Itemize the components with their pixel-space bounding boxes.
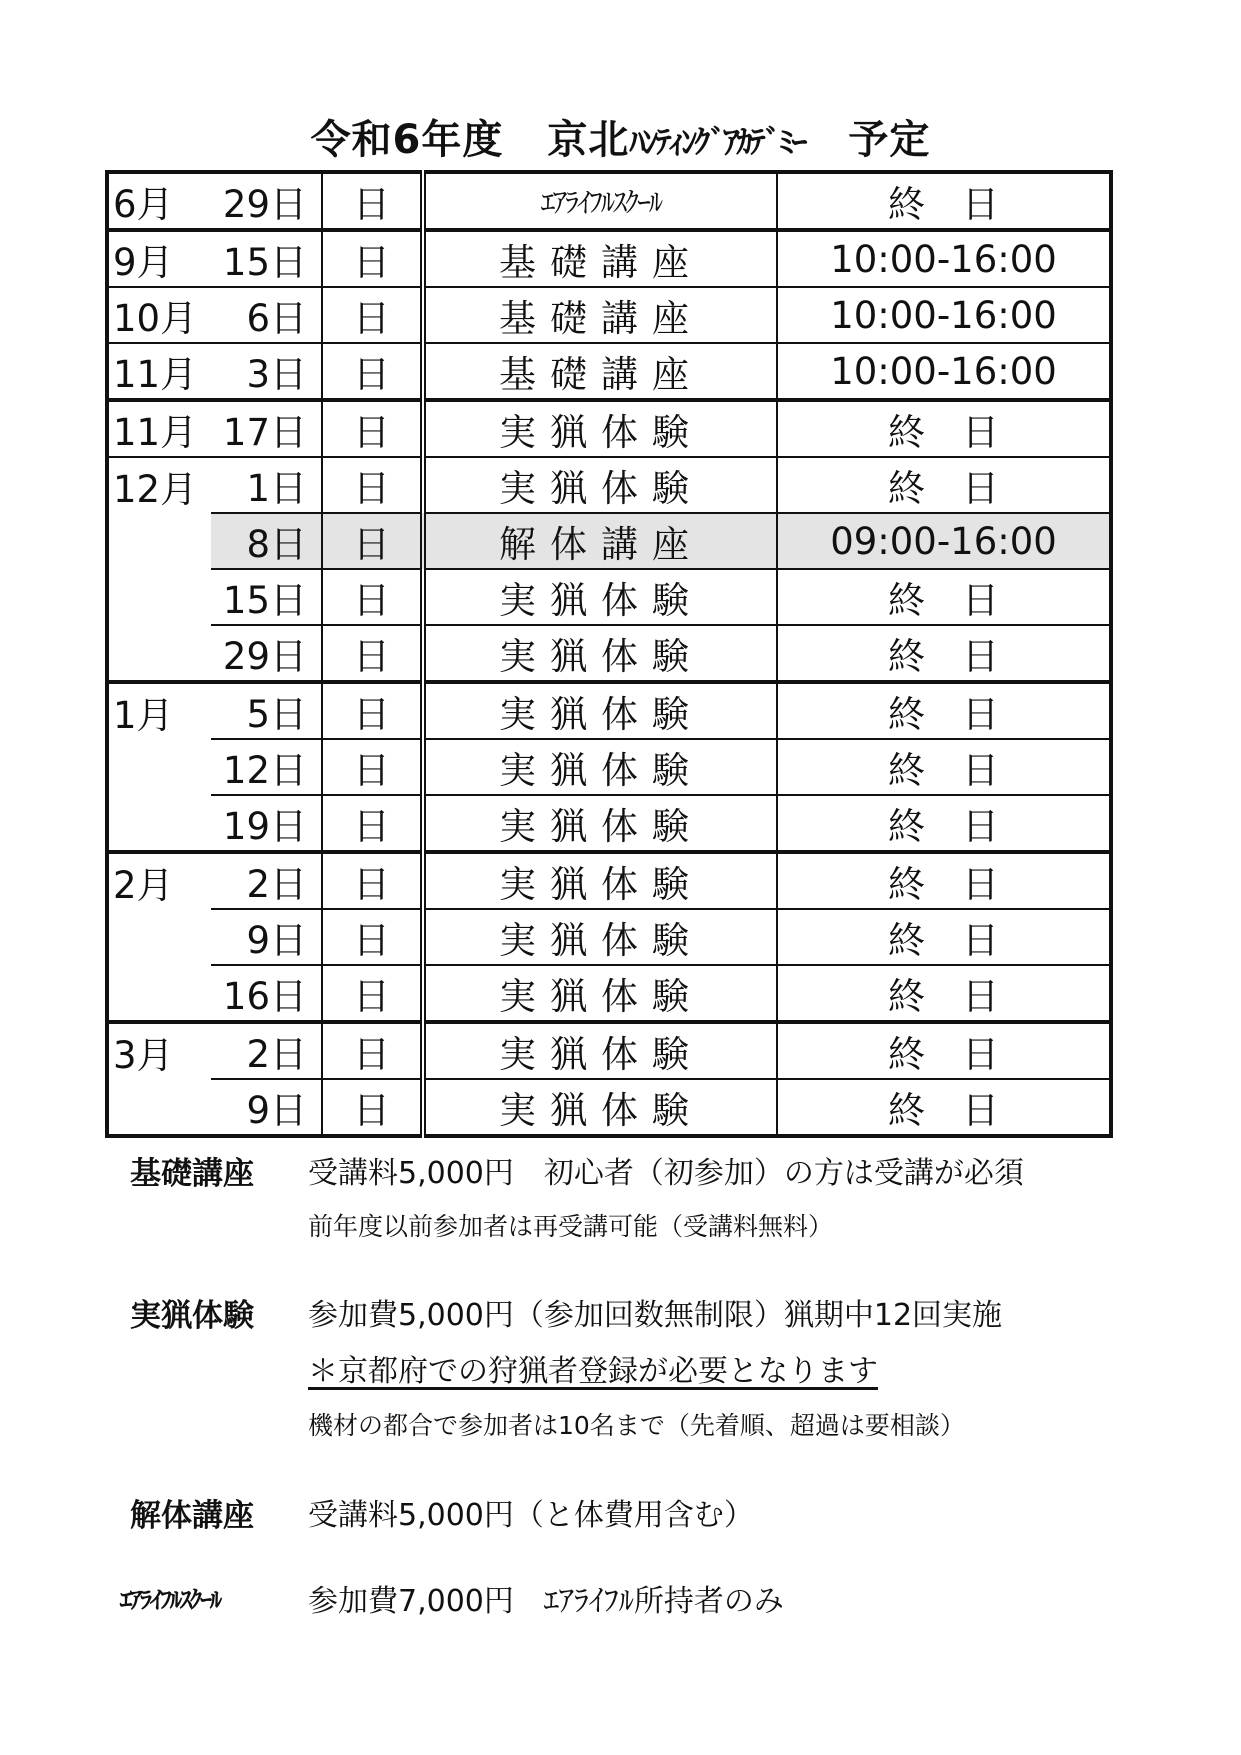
day-cell: 19日 xyxy=(211,795,322,852)
time-cell: 10:00-16:00 xyxy=(777,343,1111,400)
time-cell: 終 日 xyxy=(777,569,1111,625)
month-cell: 2月 xyxy=(107,852,211,909)
weekday-cell: 日 xyxy=(322,343,423,400)
table-row xyxy=(107,852,1111,909)
day-cell: 9日 xyxy=(211,1079,322,1136)
table-row xyxy=(107,230,1111,287)
event-cell: 解体講座 xyxy=(423,513,777,569)
weekday-cell: 日 xyxy=(322,909,423,965)
weekday-cell: 日 xyxy=(322,682,423,739)
month-cell: 11月 xyxy=(107,400,211,457)
event-cell: 実猟体験 xyxy=(423,682,777,739)
event-cell: 実猟体験 xyxy=(423,457,777,513)
time-cell: 終 日 xyxy=(777,625,1111,682)
event-cell: 実猟体験 xyxy=(423,1079,777,1136)
title-academy: ﾊﾝﾃｨﾝｸﾞｱｶﾃﾞﾐｰ xyxy=(629,123,805,161)
month-cell xyxy=(107,909,211,965)
month-cell xyxy=(107,625,211,682)
table-row xyxy=(107,513,1111,569)
weekday-cell: 日 xyxy=(322,230,423,287)
event-cell: 基礎講座 xyxy=(423,343,777,400)
event-cell: 実猟体験 xyxy=(423,739,777,795)
note-air-line1: 参加費7,000円 ｴｱﾗｲﾌﾙ所持者のみ xyxy=(308,1584,784,1619)
page-title xyxy=(0,108,1241,165)
month-cell: 9月 xyxy=(107,230,211,287)
month-cell xyxy=(107,795,211,852)
month-cell: 11月 xyxy=(107,343,211,400)
table-row xyxy=(107,739,1111,795)
table-row xyxy=(107,1022,1111,1079)
month-cell xyxy=(107,739,211,795)
note-label-kiso: 基礎講座 xyxy=(130,1156,254,1192)
event-cell: 基礎講座 xyxy=(423,230,777,287)
weekday-cell: 日 xyxy=(322,457,423,513)
weekday-cell: 日 xyxy=(322,795,423,852)
table-row xyxy=(107,625,1111,682)
note-kiso-line2: 前年度以前参加者は再受講可能（受講料無料） xyxy=(308,1212,834,1241)
month-cell xyxy=(107,569,211,625)
time-cell: 終 日 xyxy=(777,739,1111,795)
month-cell xyxy=(107,513,211,569)
day-cell: 5日 xyxy=(211,682,322,739)
event-cell: 基礎講座 xyxy=(423,287,777,343)
day-cell: 29日 xyxy=(211,625,322,682)
event-cell: 実猟体験 xyxy=(423,852,777,909)
note-label-kaitai: 解体講座 xyxy=(130,1498,254,1534)
table-row xyxy=(107,287,1111,343)
time-cell: 終 日 xyxy=(777,400,1111,457)
time-cell: 終 日 xyxy=(777,457,1111,513)
weekday-cell: 日 xyxy=(322,852,423,909)
event-cell: 実猟体験 xyxy=(423,569,777,625)
weekday-cell: 日 xyxy=(322,625,423,682)
event-cell: 実猟体験 xyxy=(423,625,777,682)
event-cell: 実猟体験 xyxy=(423,965,777,1022)
event-cell: 実猟体験 xyxy=(423,795,777,852)
time-cell: 終 日 xyxy=(777,172,1111,230)
day-cell: 2日 xyxy=(211,852,322,909)
weekday-cell: 日 xyxy=(322,287,423,343)
day-cell: 1日 xyxy=(211,457,322,513)
table-row xyxy=(107,400,1111,457)
weekday-cell: 日 xyxy=(322,965,423,1022)
weekday-cell: 日 xyxy=(322,172,423,230)
note-jiryo-line3: 機材の都合で参加者は10名まで（先着順、超過は要相談） xyxy=(308,1411,965,1440)
table-row xyxy=(107,1079,1111,1136)
weekday-cell: 日 xyxy=(322,569,423,625)
event-cell: 実猟体験 xyxy=(423,1022,777,1079)
time-cell: 終 日 xyxy=(777,965,1111,1022)
time-cell: 10:00-16:00 xyxy=(777,287,1111,343)
note-kaitai-line1: 受講料5,000円（と体費用含む） xyxy=(308,1498,754,1533)
day-cell: 8日 xyxy=(211,513,322,569)
note-jiryo-line1: 参加費5,000円（参加回数無制限）猟期中12回実施 xyxy=(308,1298,1003,1333)
time-cell: 終 日 xyxy=(777,682,1111,739)
time-cell: 終 日 xyxy=(777,852,1111,909)
day-cell: 29日 xyxy=(211,172,322,230)
table-row xyxy=(107,569,1111,625)
note-label-jiryo: 実猟体験 xyxy=(130,1298,254,1334)
day-cell: 16日 xyxy=(211,965,322,1022)
title-year: 令和6年度 xyxy=(310,117,504,163)
month-cell xyxy=(107,1079,211,1136)
table-row xyxy=(107,172,1111,230)
note-label-air: ｴｱﾗｲﾌﾙｽｸｰﾙ xyxy=(120,1586,220,1614)
day-cell: 9日 xyxy=(211,909,322,965)
event-cell: ｴｱﾗｲﾌﾙｽｸｰﾙ xyxy=(423,172,777,230)
day-cell: 6日 xyxy=(211,287,322,343)
time-cell: 終 日 xyxy=(777,795,1111,852)
table-row xyxy=(107,795,1111,852)
month-cell: 10月 xyxy=(107,287,211,343)
day-cell: 17日 xyxy=(211,400,322,457)
day-cell: 12日 xyxy=(211,739,322,795)
schedule-table xyxy=(105,170,1113,1138)
weekday-cell: 日 xyxy=(322,1022,423,1079)
table-row xyxy=(107,909,1111,965)
table-row xyxy=(107,682,1111,739)
time-cell: 終 日 xyxy=(777,1079,1111,1136)
weekday-cell: 日 xyxy=(322,400,423,457)
month-cell: 6月 xyxy=(107,172,211,230)
time-cell: 終 日 xyxy=(777,909,1111,965)
title-place: 京北 xyxy=(547,117,630,163)
month-cell xyxy=(107,965,211,1022)
time-cell: 10:00-16:00 xyxy=(777,230,1111,287)
note-kiso-line1: 受講料5,000円 初心者（初参加）の方は受講が必須 xyxy=(308,1156,1024,1191)
note-jiryo-line2: ＊京都府での狩猟者登録が必要となります xyxy=(308,1354,878,1389)
day-cell: 15日 xyxy=(211,230,322,287)
month-cell: 1月 xyxy=(107,682,211,739)
month-cell: 3月 xyxy=(107,1022,211,1079)
month-cell: 12月 xyxy=(107,457,211,513)
day-cell: 2日 xyxy=(211,1022,322,1079)
event-cell: 実猟体験 xyxy=(423,909,777,965)
weekday-cell: 日 xyxy=(322,513,423,569)
weekday-cell: 日 xyxy=(322,1079,423,1136)
time-cell: 09:00-16:00 xyxy=(777,513,1111,569)
day-cell: 3日 xyxy=(211,343,322,400)
table-row xyxy=(107,965,1111,1022)
event-cell: 実猟体験 xyxy=(423,400,777,457)
table-row xyxy=(107,343,1111,400)
time-cell: 終 日 xyxy=(777,1022,1111,1079)
table-row xyxy=(107,457,1111,513)
title-schedule: 予定 xyxy=(848,117,931,163)
weekday-cell: 日 xyxy=(322,739,423,795)
day-cell: 15日 xyxy=(211,569,322,625)
